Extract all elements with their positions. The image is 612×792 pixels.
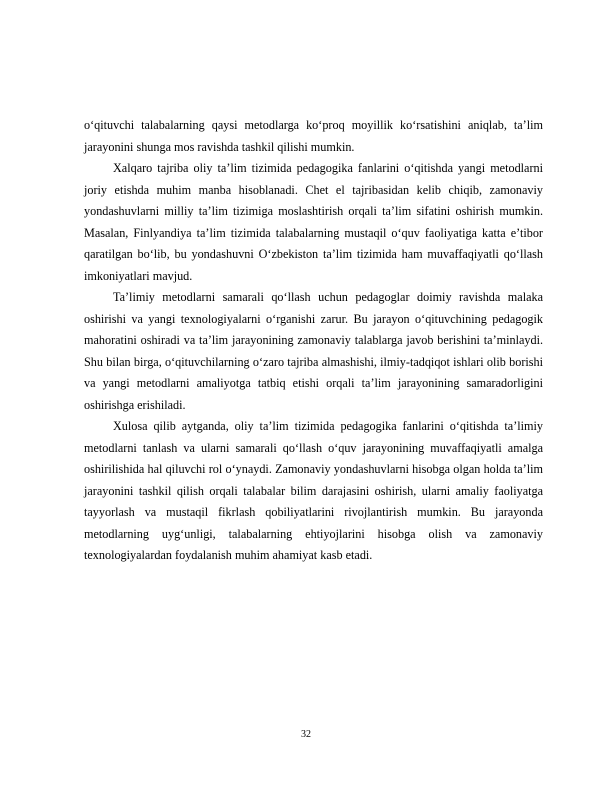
paragraph-conclusion: Xulosa qilib aytganda, oliy ta’lim tizimida pedagogika fanlarini o‘qitishda ta’limiy metodlarni tanlash va ularni samarali qo‘llash o‘quv jarayonining muvaffaqiyatli amalga oshirilishida hal qiluvchi rol o‘ynaydi. Zamonaviy yondashuvlarni hisobga olgan holda ta’lim jarayonini tashkil qilish orqali talabalar bilim darajasini oshirish, ularni amaliy faoliyatga tayyorlash va mustaqil fikrlash qobiliyatlarini rivojlantirish mumkin. Bu jarayonda metodlarning uyg‘unligi, talabalarning ehtiyojlarini hisobga olish va zamonaviy texnologiyalardan foydalanish muhim ahamiyat kasb etadi. bbox=[84, 419, 543, 562]
paragraph-continuation: o‘qituvchi talabalarning qaysi metodlarga ko‘proq moyillik ko‘rsatishini aniqlab, ta’lim jarayonini shunga mos ravishda tashkil qilishi mumkin. bbox=[84, 118, 543, 154]
page-number: 32 bbox=[301, 729, 311, 740]
document-body bbox=[84, 115, 543, 567]
paragraph-teacher-development: Ta’limiy metodlarni samarali qo‘llash uchun pedagoglar doimiy ravishda malaka oshirishi va yangi texnologiyalarni o‘rganishi zarur. Bu jarayon o‘qituvchining pedagogik mahoratini oshiradi va ta’lim jarayonining zamonaviy talablarga javob berishini ta’minlaydi. Shu bilan birga, o‘qituvchilarning o‘zaro tajriba almashishi, ilmiy-tadqiqot ishlari olib borishi va yangi metodlarni amaliyotga tatbiq etishi orqali ta’lim jarayonining samaradorligini oshirishga erishiladi. bbox=[84, 290, 543, 412]
paragraph-international-experience: Xalqaro tajriba oliy ta’lim tizimida pedagogika fanlarini o‘qitishda yangi metodlarni joriy etishda muhim manba hisoblanadi. Chet el tajribasidan kelib chiqib, zamonaviy yondashuvlarni milliy ta’lim tizimiga moslashtirish orqali ta’lim sifatini oshirish mumkin. Masalan, Finlyandiya ta’lim tizimida talabalarning mustaqil o‘quv faoliyatiga katta e’tibor qaratilgan bo‘lib, bu yondashuvni O‘zbekiston ta’lim tizimida ham muvaffaqiyatli qo‘llash imkoniyatlari mavjud. bbox=[84, 161, 543, 283]
